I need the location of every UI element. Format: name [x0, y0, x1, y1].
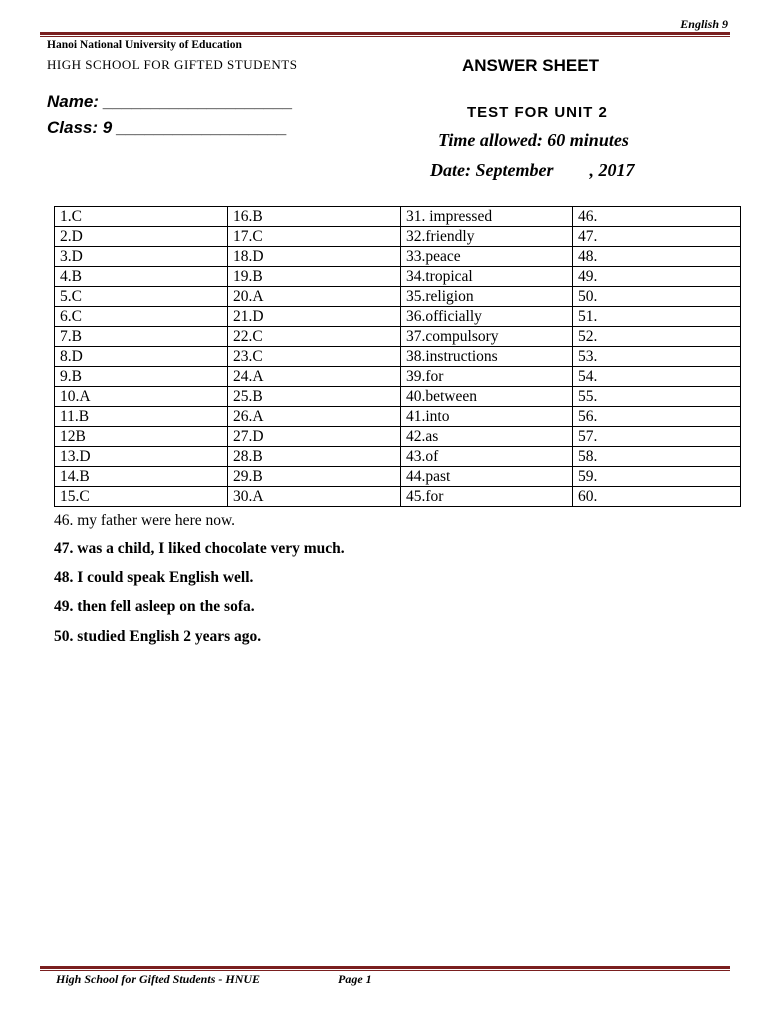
name-field: Name: ____________________ — [47, 92, 293, 111]
test-date: Date: September , 2017 — [430, 160, 635, 180]
answer-cell: 12B — [55, 427, 228, 447]
answer-cell: 26.A — [228, 407, 401, 427]
answer-cell: 16.B — [228, 207, 401, 227]
answer-cell: 56. — [573, 407, 741, 427]
answer-cell: 42.as — [401, 427, 573, 447]
answer-cell: 24.A — [228, 367, 401, 387]
answer-cell: 53. — [573, 347, 741, 367]
answer-cell: 5.C — [55, 287, 228, 307]
school-name: HIGH SCHOOL FOR GIFTED STUDENTS — [47, 57, 298, 72]
answer-cell: 21.D — [228, 307, 401, 327]
answer-cell: 40.between — [401, 387, 573, 407]
answer-cell: 14.B — [55, 467, 228, 487]
answer-cell: 7.B — [55, 327, 228, 347]
table-row — [55, 487, 741, 507]
table-row — [55, 307, 741, 327]
university-name: Hanoi National University of Education — [47, 39, 242, 51]
answer-cell: 43.of — [401, 447, 573, 467]
answer-cell: 8.D — [55, 347, 228, 367]
answer-cell: 38.instructions — [401, 347, 573, 367]
answer-cell: 17.C — [228, 227, 401, 247]
answer-cell: 34.tropical — [401, 267, 573, 287]
sentence-48: 48. I could speak English well. — [54, 569, 254, 586]
answer-cell: 36.officially — [401, 307, 573, 327]
answer-cell: 11.B — [55, 407, 228, 427]
answer-cell: 47. — [573, 227, 741, 247]
answer-cell: 25.B — [228, 387, 401, 407]
answer-cell: 29.B — [228, 467, 401, 487]
answer-cell: 6.C — [55, 307, 228, 327]
answer-table — [54, 206, 741, 507]
answer-cell: 45.for — [401, 487, 573, 507]
table-row — [55, 387, 741, 407]
answer-cell: 20.A — [228, 287, 401, 307]
answer-cell: 55. — [573, 387, 741, 407]
footer-school: High School for Gifted Students - HNUE — [56, 972, 261, 986]
table-row — [55, 287, 741, 307]
answer-cell: 46. — [573, 207, 741, 227]
answer-cell: 13.D — [55, 447, 228, 467]
table-row — [55, 447, 741, 467]
table-row — [55, 407, 741, 427]
answer-cell: 39.for — [401, 367, 573, 387]
answer-cell: 28.B — [228, 447, 401, 467]
page-number: Page 1 — [338, 972, 372, 986]
answer-cell: 33.peace — [401, 247, 573, 267]
answer-cell: 10.A — [55, 387, 228, 407]
table-row — [55, 427, 741, 447]
answer-cell: 3.D — [55, 247, 228, 267]
answer-cell: 49. — [573, 267, 741, 287]
class-field: Class: 9 __________________ — [47, 118, 288, 137]
table-row — [55, 227, 741, 247]
table-row — [55, 267, 741, 287]
page-title: ANSWER SHEET — [462, 56, 599, 75]
answer-cell: 23.C — [228, 347, 401, 367]
sentence-50: 50. studied English 2 years ago. — [54, 628, 262, 645]
answer-cell: 48. — [573, 247, 741, 267]
answer-cell: 30.A — [228, 487, 401, 507]
answer-cell: 2.D — [55, 227, 228, 247]
answer-cell: 32.friendly — [401, 227, 573, 247]
subject-label: English 9 — [680, 17, 728, 31]
answer-cell: 9.B — [55, 367, 228, 387]
table-row — [55, 327, 741, 347]
answer-cell: 50. — [573, 287, 741, 307]
answer-cell: 57. — [573, 427, 741, 447]
answer-cell: 31. impressed — [401, 207, 573, 227]
answer-cell: 60. — [573, 487, 741, 507]
table-row — [55, 467, 741, 487]
answer-cell: 44.past — [401, 467, 573, 487]
time-allowed: Time allowed: 60 minutes — [438, 130, 629, 150]
footer-rule — [40, 966, 730, 971]
answer-cell: 59. — [573, 467, 741, 487]
answer-cell: 18.D — [228, 247, 401, 267]
answer-cell: 41.into — [401, 407, 573, 427]
answer-cell: 4.B — [55, 267, 228, 287]
answer-cell: 19.B — [228, 267, 401, 287]
sentence-46: 46. my father were here now. — [54, 512, 236, 529]
sentence-47: 47. was a child, I liked chocolate very much. — [54, 540, 345, 557]
header-rule — [40, 32, 730, 37]
table-row — [55, 207, 741, 227]
test-title: TEST FOR UNIT 2 — [467, 104, 608, 121]
answer-cell: 54. — [573, 367, 741, 387]
answer-cell: 27.D — [228, 427, 401, 447]
table-row — [55, 367, 741, 387]
answer-cell: 37.compulsory — [401, 327, 573, 347]
sentence-49: 49. then fell asleep on the sofa. — [54, 598, 255, 615]
answer-cell: 51. — [573, 307, 741, 327]
table-row — [55, 247, 741, 267]
answer-cell: 1.C — [55, 207, 228, 227]
table-row — [55, 347, 741, 367]
answer-cell: 58. — [573, 447, 741, 467]
answer-cell: 52. — [573, 327, 741, 347]
answer-cell: 22.C — [228, 327, 401, 347]
answer-cell: 35.religion — [401, 287, 573, 307]
answer-cell: 15.C — [55, 487, 228, 507]
